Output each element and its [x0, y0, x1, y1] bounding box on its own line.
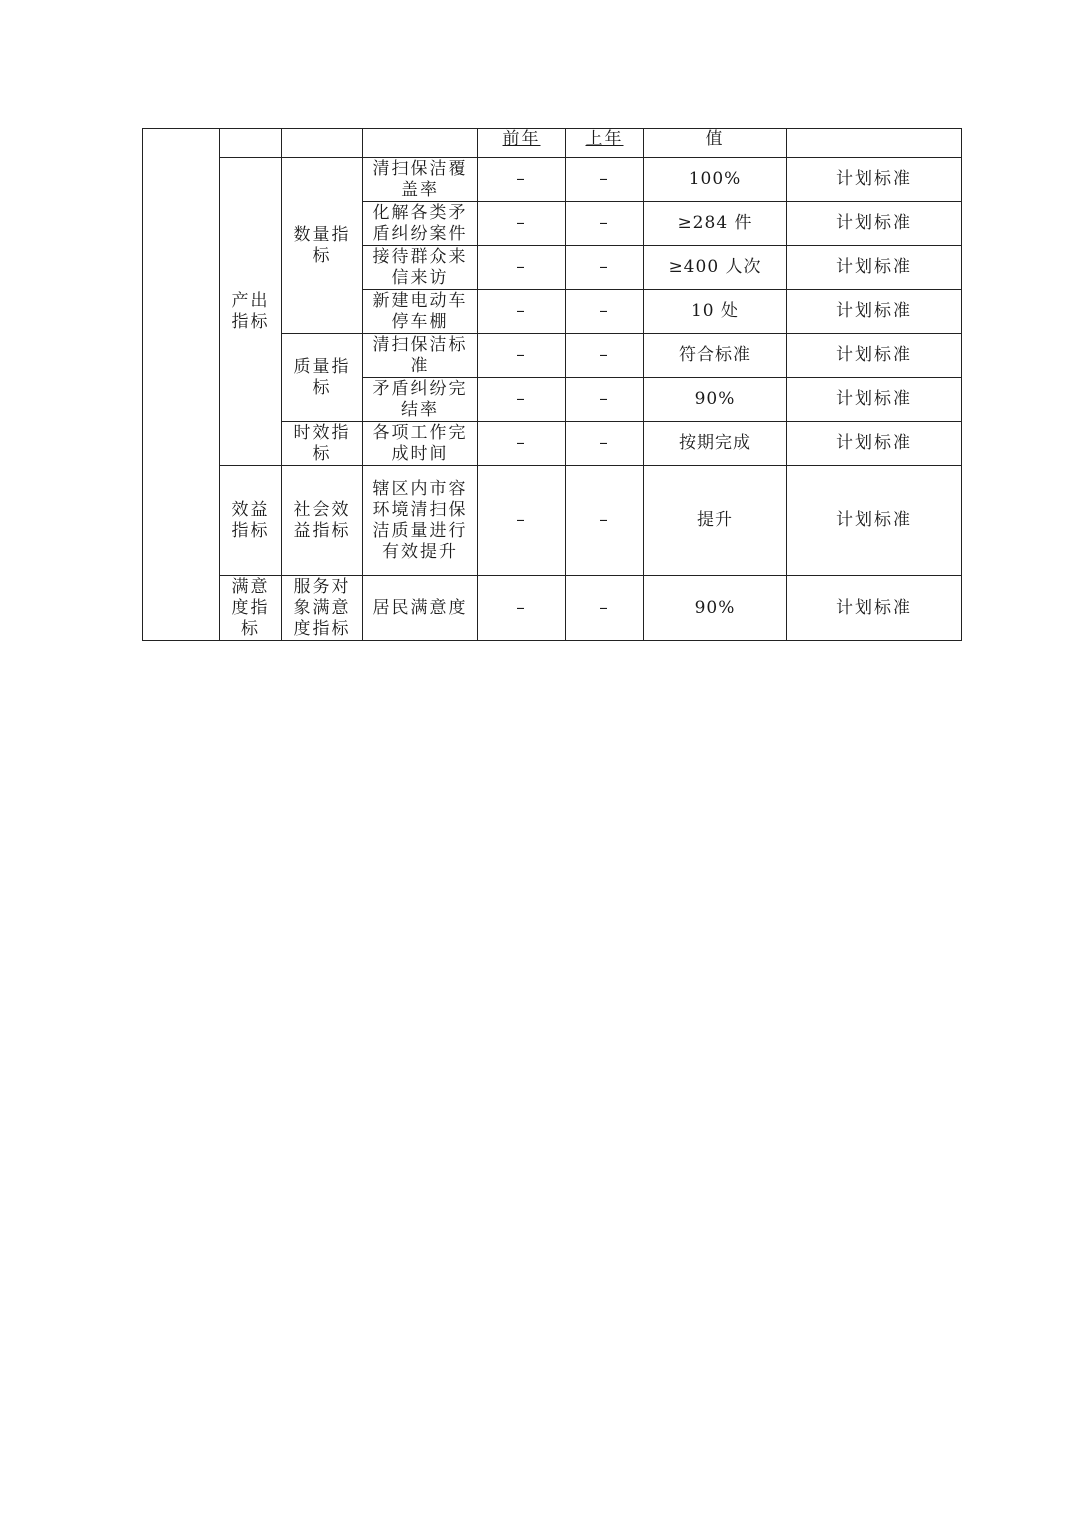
target-value: ≥400 人次 — [644, 246, 787, 290]
target-value: 90% — [644, 378, 787, 422]
empty-header-cell — [787, 129, 962, 158]
group-benefit: 效益指标 — [220, 466, 282, 576]
last-year-value: – — [566, 290, 644, 334]
table-header-row — [143, 129, 962, 158]
subgroup-timeliness: 时效指标 — [282, 422, 363, 466]
group-output: 产出指标 — [220, 158, 282, 466]
table-row — [143, 576, 962, 641]
indicator-name: 化解各类矛盾纠纷案件 — [363, 202, 478, 246]
basis: 计划标准 — [787, 378, 962, 422]
indicator-name: 各项工作完成时间 — [363, 422, 478, 466]
indicator-name: 矛盾纠纷完结率 — [363, 378, 478, 422]
indicator-name: 清扫保洁标准 — [363, 334, 478, 378]
last-year-value: – — [566, 334, 644, 378]
header-last-year: 上年 — [566, 129, 644, 158]
indicator-name: 接待群众来信来访 — [363, 246, 478, 290]
header-prev-year: 前年 — [478, 129, 566, 158]
basis: 计划标准 — [787, 202, 962, 246]
target-value: 提升 — [644, 466, 787, 576]
table-row — [143, 466, 962, 576]
prev-year-value: – — [478, 576, 566, 641]
prev-year-value: – — [478, 246, 566, 290]
prev-year-value: – — [478, 334, 566, 378]
target-value: 90% — [644, 576, 787, 641]
last-year-value: – — [566, 466, 644, 576]
target-value: 符合标准 — [644, 334, 787, 378]
prev-year-value: – — [478, 378, 566, 422]
subgroup-service: 服务对象满意度指标 — [282, 576, 363, 641]
target-value: 10 处 — [644, 290, 787, 334]
indicator-name: 清扫保洁覆盖率 — [363, 158, 478, 202]
last-year-value: – — [566, 246, 644, 290]
header-value: 值 — [644, 129, 787, 158]
indicator-name: 辖区内市容环境清扫保洁质量进行有效提升 — [363, 466, 478, 576]
last-year-value: – — [566, 378, 644, 422]
indicator-name: 居民满意度 — [363, 576, 478, 641]
last-year-value: – — [566, 422, 644, 466]
performance-indicator-table — [142, 128, 962, 641]
last-year-value: – — [566, 576, 644, 641]
basis: 计划标准 — [787, 422, 962, 466]
basis: 计划标准 — [787, 334, 962, 378]
subgroup-quantity: 数量指标 — [282, 158, 363, 334]
basis: 计划标准 — [787, 246, 962, 290]
prev-year-value: – — [478, 202, 566, 246]
group-satisfaction: 满意度指标 — [220, 576, 282, 641]
empty-header-cell — [363, 129, 478, 158]
last-year-value: – — [566, 158, 644, 202]
empty-header-cell — [282, 129, 363, 158]
table-row — [143, 158, 962, 202]
prev-year-value: – — [478, 466, 566, 576]
target-value: 100% — [644, 158, 787, 202]
subgroup-quality: 质量指标 — [282, 334, 363, 422]
basis: 计划标准 — [787, 466, 962, 576]
subgroup-social: 社会效益指标 — [282, 466, 363, 576]
target-value: 按期完成 — [644, 422, 787, 466]
basis: 计划标准 — [787, 158, 962, 202]
empty-header-cell — [220, 129, 282, 158]
indicator-name: 新建电动车停车棚 — [363, 290, 478, 334]
basis: 计划标准 — [787, 576, 962, 641]
prev-year-value: – — [478, 290, 566, 334]
last-year-value: – — [566, 202, 644, 246]
target-value: ≥284 件 — [644, 202, 787, 246]
prev-year-value: – — [478, 158, 566, 202]
prev-year-value: – — [478, 422, 566, 466]
first-column-cell — [143, 129, 220, 641]
basis: 计划标准 — [787, 290, 962, 334]
